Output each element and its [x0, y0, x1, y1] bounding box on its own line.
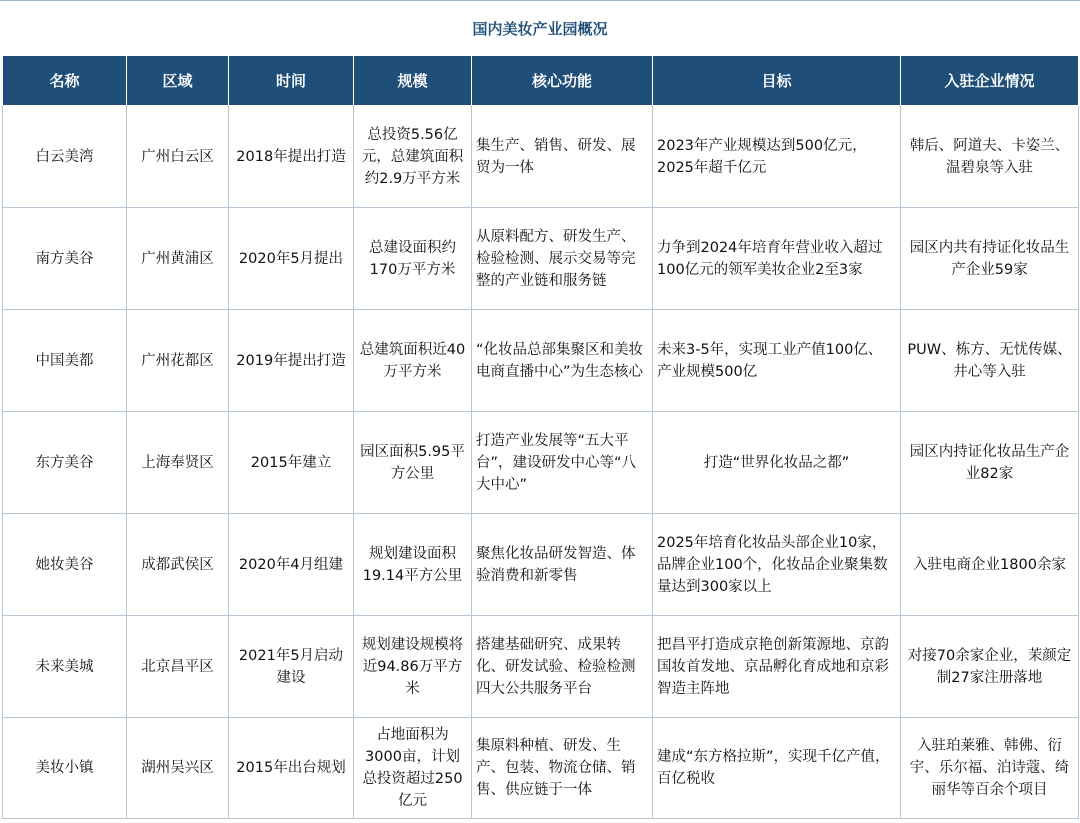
- cell-time: 2020年5月提出: [229, 208, 354, 310]
- cell-region: 湖州吴兴区: [127, 718, 229, 819]
- cell-core-function: “化妆品总部集聚区和美妆电商直播中心”为生态核心: [472, 310, 653, 412]
- cell-enterprises: 入驻电商企业1800余家: [901, 514, 1079, 616]
- cell-scale: 规划建设面积19.14平方公里: [354, 514, 472, 616]
- table-row: [3, 106, 1079, 208]
- cell-core-function: 打造产业发展等“五大平台”，建设研发中心等“八大中心”: [472, 412, 653, 514]
- table-row: [3, 412, 1079, 514]
- header-row: [3, 56, 1079, 106]
- cell-name: 美妆小镇: [3, 718, 127, 819]
- cell-enterprises: 韩后、阿道夫、卡姿兰、温碧泉等入驻: [901, 106, 1079, 208]
- cell-time: 2020年4月组建: [229, 514, 354, 616]
- table-title: 国内美妆产业园概况: [0, 0, 1080, 56]
- header-region: 区域: [127, 56, 229, 106]
- cell-scale: 占地面积为3000亩，计划总投资超过250亿元: [354, 718, 472, 819]
- cell-region: 广州花都区: [127, 310, 229, 412]
- cell-scale: 总建筑面积近40万平方米: [354, 310, 472, 412]
- cell-enterprises: 园区内持证化妆品生产企业82家: [901, 412, 1079, 514]
- cell-region: 广州黄浦区: [127, 208, 229, 310]
- cell-time: 2015年建立: [229, 412, 354, 514]
- industrial-park-table: [2, 55, 1079, 819]
- cell-core-function: 搭建基础研究、成果转化、研发试验、检验检测四大公共服务平台: [472, 616, 653, 718]
- cell-time: 2019年提出打造: [229, 310, 354, 412]
- cell-name: 未来美城: [3, 616, 127, 718]
- cell-goal: 把昌平打造成京艳创新策源地、京韵国妆首发地、京品孵化育成地和京彩智造主阵地: [653, 616, 901, 718]
- header-core-function: 核心功能: [472, 56, 653, 106]
- cell-goal: 打造“世界化妆品之都”: [653, 412, 901, 514]
- header-scale: 规模: [354, 56, 472, 106]
- cell-scale: 总投资5.56亿元，总建筑面积约2.9万平方米: [354, 106, 472, 208]
- cell-core-function: 集原料种植、研发、生产、包装、物流仓储、销售、供应链于一体: [472, 718, 653, 819]
- header-time: 时间: [229, 56, 354, 106]
- cell-goal: 2025年培育化妆品头部企业10家，品牌企业100个，化妆品企业聚集数量达到300家以上: [653, 514, 901, 616]
- table-row: [3, 616, 1079, 718]
- table-row: [3, 310, 1079, 412]
- cell-scale: 园区面积5.95平方公里: [354, 412, 472, 514]
- cell-region: 成都武侯区: [127, 514, 229, 616]
- cell-name: 东方美谷: [3, 412, 127, 514]
- cell-name: 白云美湾: [3, 106, 127, 208]
- cell-goal: 2023年产业规模达到500亿元，2025年超千亿元: [653, 106, 901, 208]
- header-goal: 目标: [653, 56, 901, 106]
- cell-name: 她妆美谷: [3, 514, 127, 616]
- cell-enterprises: PUW、栋方、无忧传媒、井心等入驻: [901, 310, 1079, 412]
- cell-time: 2015年出台规划: [229, 718, 354, 819]
- cell-enterprises: 对接70余家企业，茉颜定制27家注册落地: [901, 616, 1079, 718]
- cell-goal: 未来3-5年，实现工业产值100亿、产业规模500亿: [653, 310, 901, 412]
- cell-enterprises: 入驻珀莱雅、韩佛、衍宇、乐尔福、泊诗蔻、绮丽华等百余个项目: [901, 718, 1079, 819]
- cell-core-function: 聚焦化妆品研发智造、体验消费和新零售: [472, 514, 653, 616]
- cell-region: 上海奉贤区: [127, 412, 229, 514]
- cell-region: 北京昌平区: [127, 616, 229, 718]
- table-row: [3, 718, 1079, 819]
- header-enterprises: 入驻企业情况: [901, 56, 1079, 106]
- cell-scale: 规划建设规模将近94.86万平方米: [354, 616, 472, 718]
- cell-core-function: 集生产、销售、研发、展贸为一体: [472, 106, 653, 208]
- cell-name: 中国美都: [3, 310, 127, 412]
- cell-time: 2021年5月启动建设: [229, 616, 354, 718]
- cell-goal: 力争到2024年培育年营业收入超过100亿元的领军美妆企业2至3家: [653, 208, 901, 310]
- table-row: [3, 208, 1079, 310]
- header-name: 名称: [3, 56, 127, 106]
- cell-name: 南方美谷: [3, 208, 127, 310]
- cell-region: 广州白云区: [127, 106, 229, 208]
- table-row: [3, 514, 1079, 616]
- cell-core-function: 从原料配方、研发生产、检验检测、展示交易等完整的产业链和服务链: [472, 208, 653, 310]
- cell-time: 2018年提出打造: [229, 106, 354, 208]
- cell-scale: 总建设面积约170万平方米: [354, 208, 472, 310]
- cell-goal: 建成“东方格拉斯”，实现千亿产值，百亿税收: [653, 718, 901, 819]
- cell-enterprises: 园区内共有持证化妆品生产企业59家: [901, 208, 1079, 310]
